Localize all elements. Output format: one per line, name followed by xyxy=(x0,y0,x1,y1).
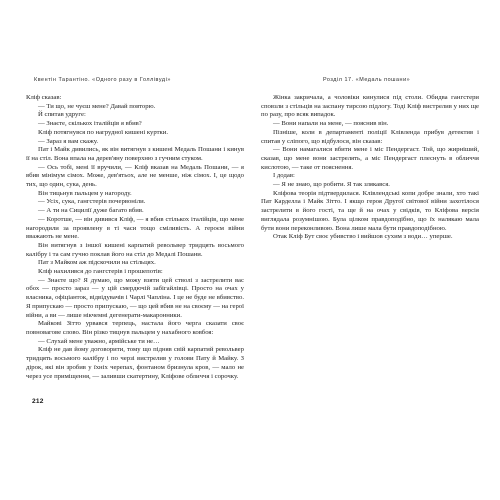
paragraph: — Ось тобі, мені її вручили, — Кліф вказав на Медаль Пошани, — я вбив мінімум сімох. Може, дев'ятьох, але не менше, ніж сімох. І, це щодо тих, що один, сука, день. xyxy=(26,163,244,189)
right-page-body xyxy=(261,94,479,242)
right-running-head: Розділ 17. «Медаль пошани» xyxy=(323,77,411,83)
paragraph: Пат з Майком аж підскочили на стільцях. xyxy=(38,259,156,267)
paragraph: Пат і Майк дивились, як він витягнув з кишені Медаль Пошани і кинув її на стіл. Вона впала на дерев'яну поверхню з гучним стуком. xyxy=(26,146,244,162)
page-number: 212 xyxy=(32,398,44,405)
paragraph: — Коротше, — він дивився Кліф, — я вбив стількох італійців, що мене нагородили за проявлену в ті часи тощо сміливість. А героєм війни вважають не мене. xyxy=(26,215,244,241)
paragraph: Жінка закричала, а чоловіки кинулися під столи. Обидва гангстери сповзли з стільців на заспану тирсою підлогу. Тоді Кліф вистрелив у них ще по разу, про всяк випадок. xyxy=(261,94,479,119)
paragraph: — Вони напали на мене, — пояснив він. xyxy=(273,120,389,128)
left-running-head: Квентін Тарантіно. «Одного разу в Голлівуді» xyxy=(34,77,171,83)
left-page-body xyxy=(26,94,244,381)
paragraph: Майкові Зітто урвався терпець, настала його черга сказати своє повновагове слово. Він різко тицнув пальцем у нахабного ковбоя: xyxy=(26,320,244,336)
paragraph: — Слухай мене уважно, армійське ти не… xyxy=(38,337,160,345)
paragraph: — А ти на Сицилії дуже багато вбив. xyxy=(38,207,144,215)
paragraph: Кліф нахилився до гангстерів і прошепотів: xyxy=(38,268,163,276)
paragraph: Кліф потягнувся по нагрудної кишені куртки. xyxy=(38,128,169,136)
paragraph: — Ти що, не чуєш мене? Давай повторю. xyxy=(38,102,156,110)
paragraph: Він тицьнув пальцем у нагороду. xyxy=(38,189,132,197)
paragraph: Й спитав удруге: xyxy=(38,111,86,119)
paragraph: Кліфова теорія підтвердилася. Клівлендські копи добре знали, хто такі Пат Карделла і Майк Зітто. І якщо героя Другої світової війни захотілося застрелити в його гості, та ще й на очах у свідків, то Кліфова версія виглядала розумнішою. Була цілком правдоподібно, що їх налякаю мала бути вони переконливою. Вона лише мала бути правдоподібною. xyxy=(261,189,479,232)
paragraph: — Зараз я вам скажу. xyxy=(38,137,99,145)
paragraph: Отак Кліф Бут своє убивство і вийшов сухим з води… уперше. xyxy=(273,233,453,241)
paragraph: Кліф не дав йому договорити, тому що підняв свій карпатий револьвер тридцять восьмого калібру і по черзі вистрелив у голови Пату й Майку. З дірок, які він зробив у їхніх черепах, фонтаном бризнула кров, — мало не через усе приміщення, — заливши скатертину, Кліфове обличчя і сорочку. xyxy=(26,346,244,380)
paragraph: — Я не знаю, що робити. Я так злякався. xyxy=(273,181,390,189)
paragraph: — Знаєте що? Я думаю, що можу взяти цей стволі з застрелити вас обох — просто зараз — у цій смердючій забігайлівці. Просто на очах у власника, офіціанток, відвідувачів і Чарлі Чапліна. І це не буде не вбивство. Я припускаю — просто припускаю, — що цей вбив не на своєму — на герої війни, а ви — лише нікчемні дегенерати-макаронники. xyxy=(26,276,244,319)
paragraph: — Вони намагалися вбити мене і міс Пендергаст. Той, що жирніший, сказав, що мене вони застрелять, а міс Пендергаст плеснуть в обличчя кислотою, — таке от пояснення. xyxy=(261,146,479,171)
paragraph: Пізніше, коли в департаменті поліції Клівленда прибув детектив і спитав у сліпого, що відбулося, він сказав: xyxy=(261,128,479,145)
left-page xyxy=(26,76,244,486)
paragraph: Він витягнув з іншої кишені карпатий револьвер тридцять восьмого калібру і та сам гучно поклав його на стіл до Медалі Пошани. xyxy=(26,241,244,258)
paragraph: І додав: xyxy=(273,172,295,180)
paragraph: Кліф сказав: xyxy=(26,94,62,101)
paragraph: — Знаєте, скількох італійців я вбив? xyxy=(38,120,142,128)
right-page xyxy=(261,76,479,486)
paragraph: — Усіх, сука, гангстерів почервоніли. xyxy=(38,198,146,206)
